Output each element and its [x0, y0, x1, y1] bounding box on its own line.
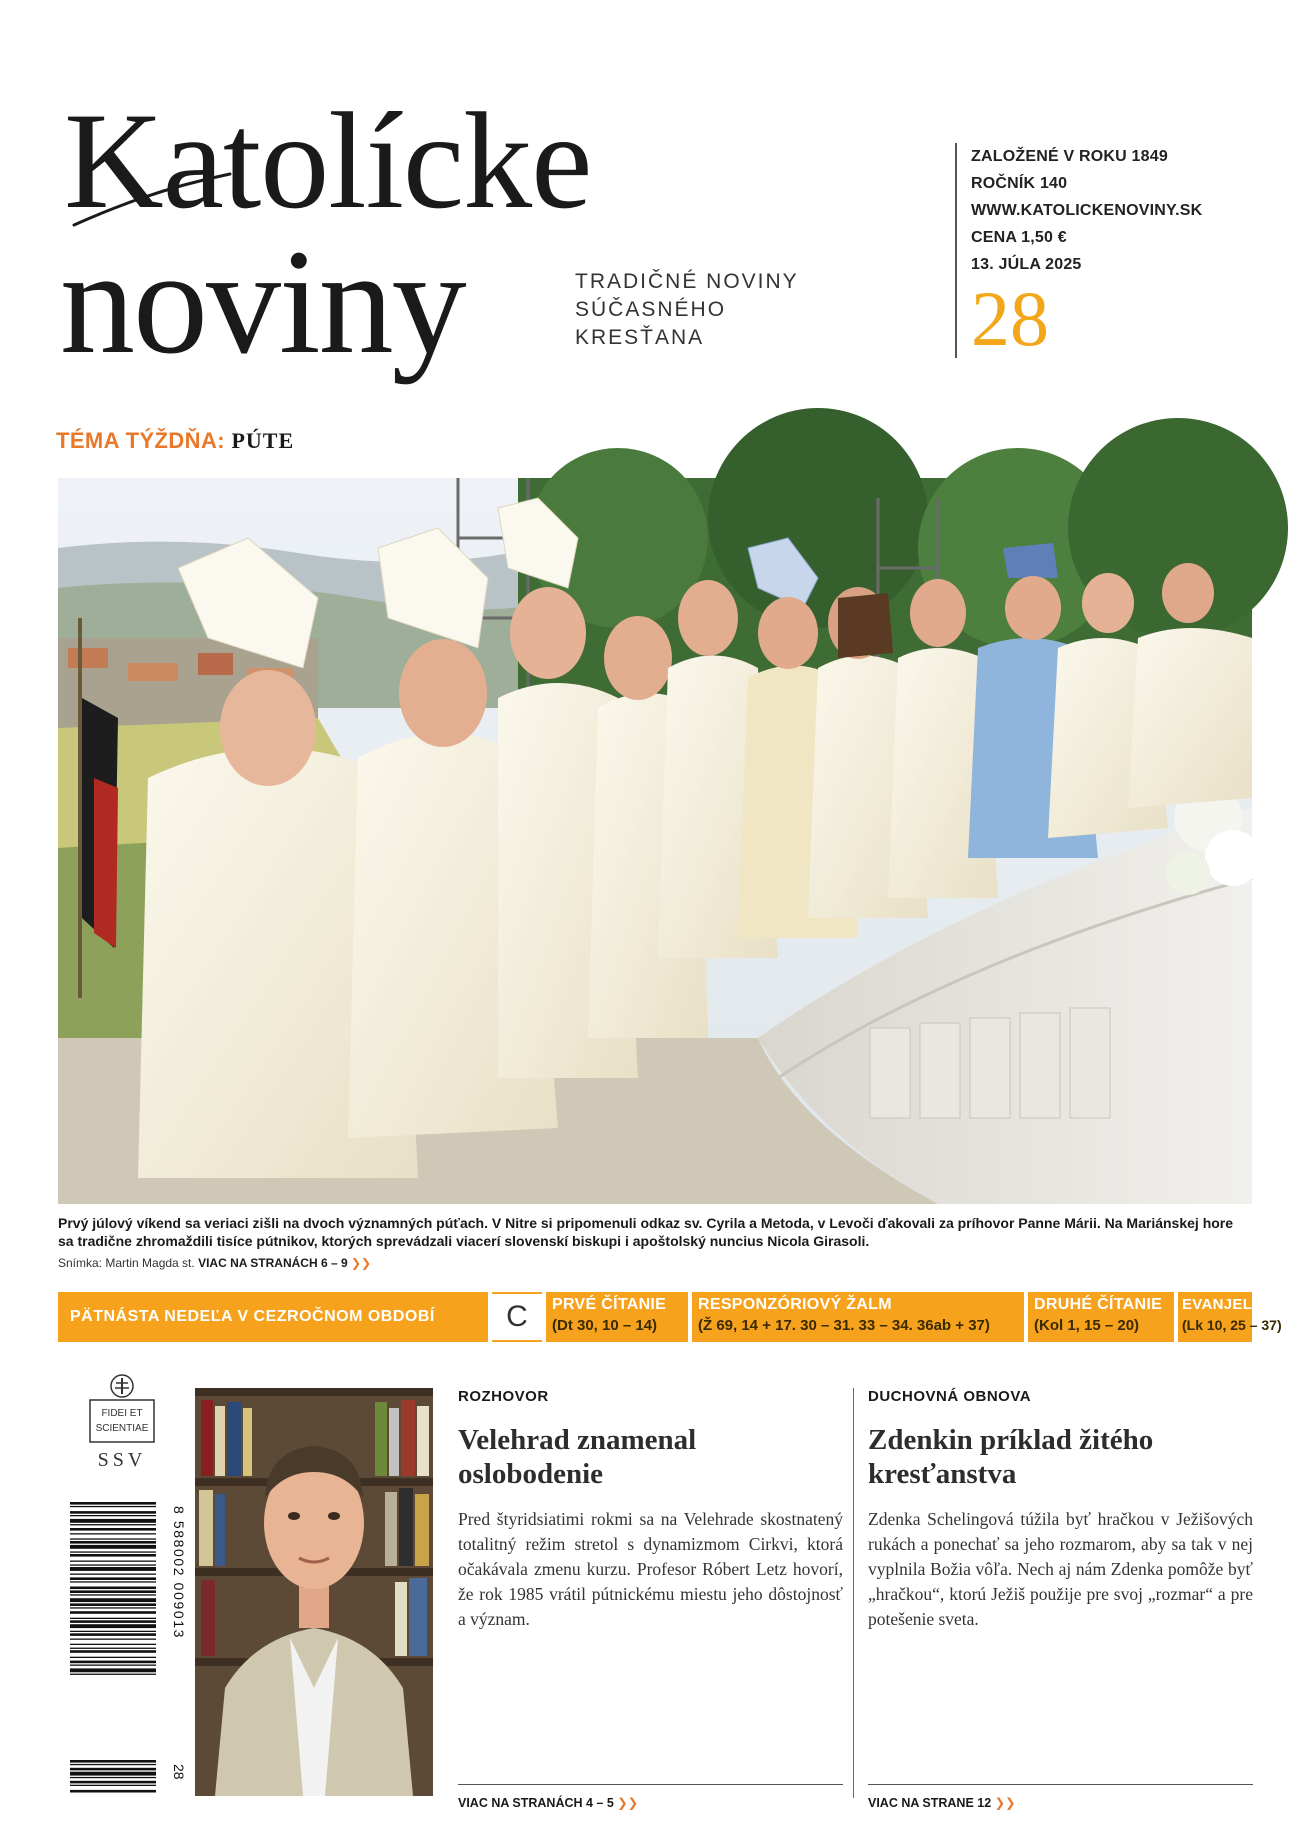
barcode-bar — [70, 1506, 156, 1507]
barcode-bar — [70, 1611, 156, 1614]
reading-title: DRUHÉ ČÍTANIE — [1034, 1296, 1163, 1313]
barcode-bar — [70, 1598, 156, 1602]
barcode-bar — [70, 1624, 156, 1628]
article-kicker: DUCHOVNÁ OBNOVA — [868, 1388, 1032, 1405]
barcode-bar — [70, 1511, 156, 1514]
barcode-bar — [70, 1639, 156, 1640]
liturgy-sunday: PÄTNÁSTA NEDEĽA V CEZROČNOM OBDOBÍ — [58, 1292, 488, 1342]
more-link-text[interactable]: VIAC NA STRANÁCH 4 – 5 — [458, 1796, 614, 1810]
reading-title: EVANJELIUM — [1182, 1296, 1281, 1313]
barcode-bar — [70, 1587, 156, 1590]
barcode-bar — [70, 1618, 156, 1619]
article-headline[interactable]: Velehrad znamenal oslobodenie — [458, 1424, 697, 1490]
barcode-bar — [70, 1607, 156, 1608]
barcode-addon-bar — [70, 1764, 156, 1765]
liturgy-first-reading — [546, 1292, 688, 1342]
barcode-bar — [70, 1590, 156, 1593]
barcode-addon: 28 — [171, 1764, 187, 1780]
barcode-addon-bar — [70, 1760, 156, 1763]
tagline — [575, 268, 855, 352]
barcode-bar — [70, 1674, 156, 1675]
theme-value: PÚTE — [231, 428, 295, 453]
portrait-illustration — [195, 1388, 433, 1796]
barcode-bar — [70, 1574, 156, 1575]
reading-ref: (Dt 30, 10 – 14) — [552, 1317, 658, 1334]
liturgy-psalm — [692, 1292, 1024, 1342]
reading-title: PRVÉ ČÍTANIE — [552, 1296, 667, 1313]
liturgy-bar — [58, 1292, 1282, 1342]
logo-text-line1: FIDEI ET — [101, 1408, 143, 1419]
barcode-addon-bar — [70, 1790, 156, 1793]
theme-label: TÉMA TÝŽDŇA: — [56, 428, 225, 453]
hero-more-link[interactable]: VIAC NA STRANÁCH 6 – 9 — [198, 1256, 348, 1270]
barcode-bar — [70, 1644, 156, 1645]
barcode-bar — [70, 1594, 156, 1595]
barcode-digits: 8 588002 009013 — [171, 1506, 187, 1639]
article-headline[interactable]: Zdenkin príklad žitého kresťanstva — [868, 1424, 1154, 1490]
barcode-bar — [70, 1541, 156, 1544]
article-more-link[interactable] — [868, 1784, 1253, 1810]
theme-of-week — [56, 428, 294, 454]
barcode-addon-bar — [70, 1777, 156, 1778]
barcode-bar — [70, 1577, 156, 1580]
barcode-bar — [70, 1650, 156, 1653]
barcode-bar — [70, 1657, 156, 1658]
tagline-line: SÚČASNÉHO — [575, 298, 727, 321]
interview-photo — [195, 1388, 433, 1796]
barcode-bar — [70, 1538, 156, 1539]
barcode-bar — [70, 1603, 156, 1606]
barcode-bar — [70, 1668, 156, 1672]
barcode-bars — [70, 1498, 187, 1808]
barcode-bar — [70, 1545, 156, 1549]
article-body: Pred štyridsiatimi rokmi sa na Velehrade skostnatený totalitný režim stretol s dynamizmom Cirkvi, ktorá očakávala zmenu kurzu. Profesor Róbert Letz hovorí, že rok 1985 vrátil pútnickému miestu jeho dôstojnosť a význam. — [458, 1509, 843, 1629]
barcode-bar — [70, 1620, 156, 1623]
date-line: 13. JÚLA 2025 — [971, 256, 1082, 273]
publisher-logo — [82, 1374, 162, 1474]
issue-number: 28 — [971, 275, 1049, 362]
barcode-bar — [70, 1554, 156, 1557]
chevron-right-icon: ❯❯ — [617, 1796, 639, 1810]
barcode-bar — [70, 1661, 156, 1664]
barcode-bar — [70, 1524, 156, 1525]
issue-info — [955, 143, 1275, 362]
hero-photo — [58, 478, 1252, 1204]
barcode-addon-bar — [70, 1781, 156, 1784]
column-divider — [853, 1388, 854, 1798]
barcode-bar — [70, 1631, 156, 1632]
masthead-swash-icon — [72, 170, 232, 230]
barcode-bar — [70, 1581, 156, 1582]
barcode-addon-bar — [70, 1768, 156, 1771]
barcode-bar — [70, 1515, 156, 1516]
barcode-bar — [70, 1648, 156, 1649]
article-kicker: ROZHOVOR — [458, 1388, 549, 1405]
photo-credit — [58, 1256, 371, 1270]
logo-mark: SSV — [97, 1449, 147, 1471]
barcode — [70, 1498, 187, 1808]
more-link-text[interactable]: VIAC NA STRANE 12 — [868, 1796, 992, 1810]
reading-ref: (Ž 69, 14 + 17. 30 – 31. 33 – 34. 36ab + 37) — [698, 1317, 990, 1334]
barcode-addon-bar — [70, 1772, 156, 1776]
masthead-title-line2: noviny — [60, 219, 465, 385]
volume-line: ROČNÍK 140 — [971, 175, 1068, 192]
website-line: WWW.KATOLICKENOVINY.SK — [971, 202, 1203, 219]
article-spiritual — [868, 1388, 1253, 1632]
chevron-right-icon: ❯❯ — [994, 1796, 1016, 1810]
article-more-link[interactable] — [458, 1784, 843, 1810]
logo-text-line2: SCIENTIAE — [95, 1423, 149, 1434]
tagline-line: KRESŤANA — [575, 326, 705, 349]
barcode-bar — [70, 1519, 156, 1523]
barcode-bar — [70, 1502, 156, 1505]
founded-line: ZALOŽENÉ V ROKU 1849 — [971, 148, 1168, 165]
hero-photo-illustration — [58, 478, 1252, 1204]
barcode-bar — [70, 1528, 156, 1531]
liturgy-gospel — [1178, 1292, 1282, 1342]
photo-credit-text: Snímka: Martin Magda st. — [58, 1256, 195, 1270]
barcode-bar — [70, 1665, 156, 1666]
reading-ref: (Lk 10, 25 – 37) — [1182, 1317, 1282, 1333]
barcode-bar — [70, 1551, 156, 1552]
liturgy-cycle: C — [492, 1292, 542, 1342]
hero-caption: Prvý júlový víkend sa veriaci zišli na dvoch významných púťach. V Nitre si pripomenuli odkaz sv. Cyrila a Metoda, v Levoči ďakovali za príhovor Panne Márii. Na Mariánskej hore sa tradične zhromaždili tisíce pútnikov, ktorých sprevádzali viacerí slovenskí biskupi i apoštolský nuncius Nicola Girasoli. — [58, 1215, 1234, 1249]
price-line: CENA 1,50 € — [971, 229, 1067, 246]
ssv-emblem-icon — [82, 1374, 162, 1474]
reading-ref: (Kol 1, 15 – 20) — [1034, 1317, 1140, 1334]
chevron-right-icon: ❯❯ — [350, 1256, 372, 1270]
masthead-title-line1: Katolícke — [64, 84, 592, 237]
article-interview — [458, 1388, 843, 1632]
barcode-bar — [70, 1564, 156, 1565]
tagline-line: TRADIČNÉ NOVINY — [575, 270, 799, 293]
article-body: Zdenka Schelingová túžila byť hračkou v Ježišových rukách a ponechať sa jeho rozmarom, aby sa tak v nej vyplnila Božia vôľa. Nech aj nám Zdenka pomôže byť „hračkou“, ktorú Ježiš použije pre svoj „rozmar“ a pre potešenie sveta. — [868, 1509, 1253, 1629]
barcode-bar — [70, 1567, 156, 1571]
barcode-bar — [70, 1633, 156, 1636]
reading-title: RESPONZÓRIOVÝ ŽALM — [698, 1296, 892, 1313]
barcode-bar — [70, 1533, 156, 1534]
liturgy-second-reading — [1028, 1292, 1174, 1342]
barcode-bar — [70, 1561, 156, 1562]
barcode-addon-bar — [70, 1785, 156, 1786]
